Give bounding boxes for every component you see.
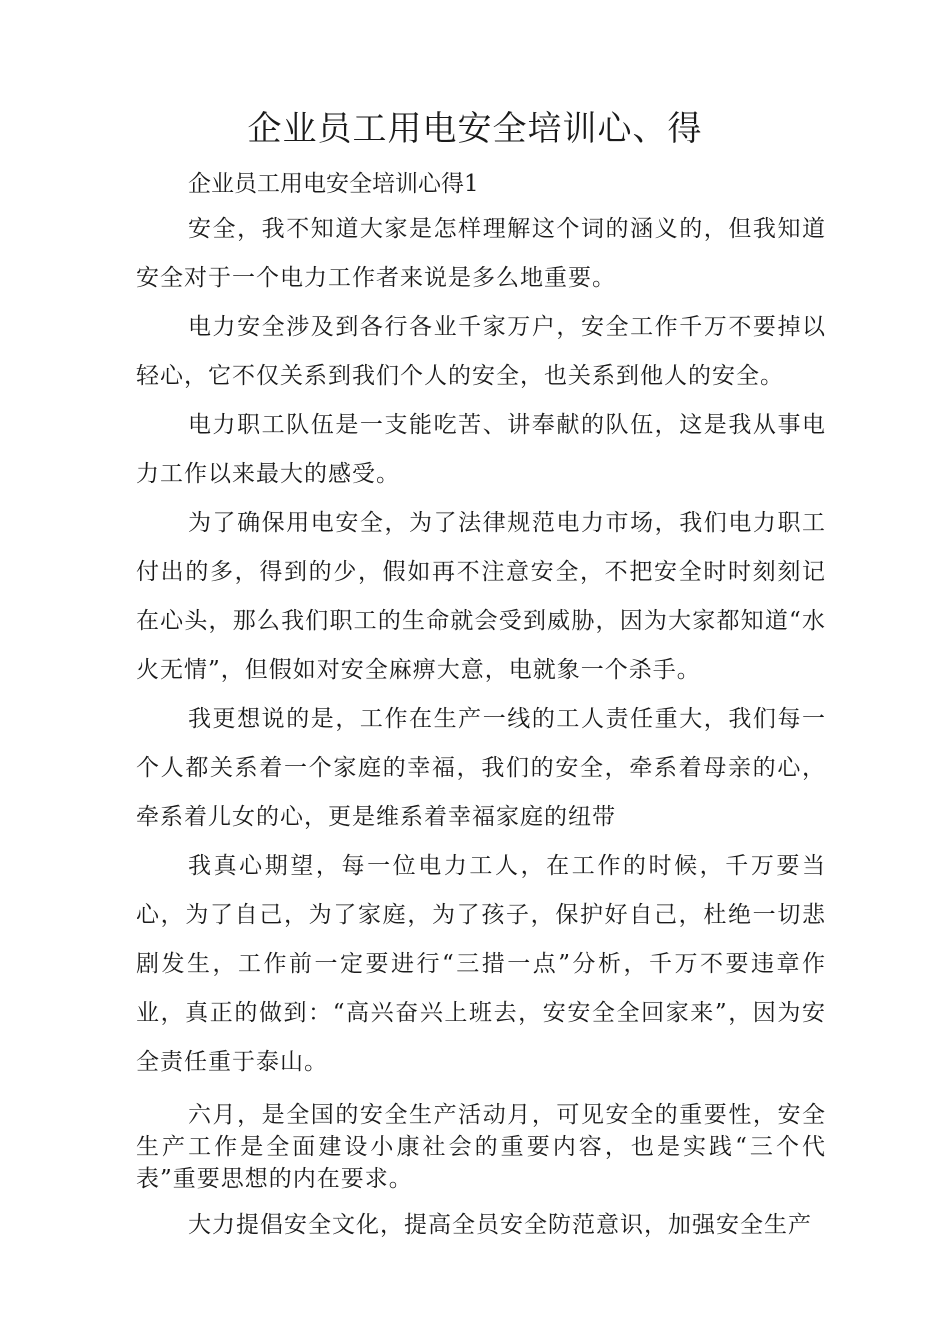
paragraph: 电力安全涉及到各行各业千家万户，安全工作千万不要掉以轻心，它不仅关系到我们个人的安全，也关系到他人的安全。 — [136, 314, 826, 389]
paragraph: 我更想说的是，工作在生产一线的工人责任重大，我们每一个人都关系着一个家庭的幸福，我们的安全，牵系着母亲的心，牵系着儿女的心，更是维系着幸福家庭的纽带 — [136, 706, 826, 830]
paragraph: 电力职工队伍是一支能吃苦、讲奉献的队伍，这是我从事电力工作以来最大的感受。 — [136, 412, 826, 487]
paragraph: 为了确保用电安全，为了法律规范电力市场，我们电力职工付出的多，得到的少，假如再不注意安全，不把安全时时刻刻记在心头，那么我们职工的生命就会受到威胁，因为大家都知道“水火无情”，但假如对安全麻痹大意，电就象一个杀手。 — [136, 510, 826, 683]
document-subtitle: 企业员工用电安全培训心得1 — [188, 171, 479, 197]
paragraph: 六月，是全国的安全生产活动月，可见安全的重要性，安全生产工作是全面建设小康社会的重要内容，也是实践“三个代表”重要思想的内在要求。 — [136, 1102, 826, 1192]
document-body — [136, 205, 826, 1250]
paragraph: 我真心期望，每一位电力工人，在工作的时候，千万要当心，为了自己，为了家庭，为了孩子，保护好自己，杜绝一切悲剧发生，工作前一定要进行“三措一点”分析，千万不要违章作业，真正的做到：“高兴奋兴上班去，安安全全回家来”，因为安全责任重于泰山。 — [136, 853, 826, 1075]
paragraph: 大力提倡安全文化，提高全员安全防范意识，加强安全生产 — [188, 1212, 812, 1238]
paragraph: 安全，我不知道大家是怎样理解这个词的涵义的，但我知道安全对于一个电力工作者来说是多么地重要。 — [136, 216, 826, 291]
document-title: 企业员工用电安全培训心、得 — [247, 109, 703, 149]
